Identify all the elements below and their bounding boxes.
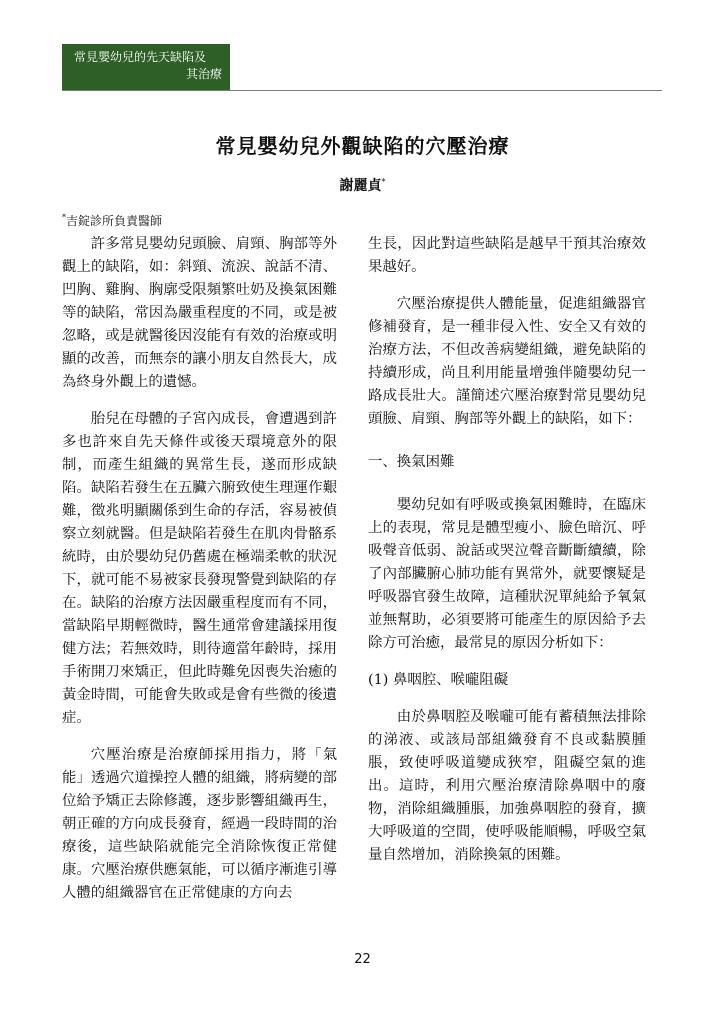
paragraph: 穴壓治療提供人體能量，促進組織器官修補發育，是一種非侵入性、安全又有效的治療方法，不但改善病變組織，避免缺陷的持續形成，尚且利用能量增強伴隨嬰幼兒一路成長壯大。謹簡述穴壓治療對常見嬰幼兒頭臉、肩頸、胸部等外觀上的缺陷，如下： [368, 296, 646, 427]
section-heading: 一、換氣困難 [368, 454, 455, 470]
affiliation-text: 吉錠診所負責醫師 [66, 214, 163, 228]
affiliation [62, 212, 162, 229]
paragraph: 許多常見嬰幼兒頭臉、肩頸、胸部等外觀上的缺陷，如：斜頸、流涙、說話不清、凹胸、雞胸、胸廓受限頻繁吐奶及換氣困難等的缺陷，常因為嚴重程度的不同，或是被忽略，或是就醫後因沒能有有效的治療或明顯的改善，而無奈的讓小朋友自然長大，成為終身外觀上的遺憾。 [62, 236, 337, 390]
subsection-heading: (1) 鼻咽腔、喉嚨阻礙 [368, 672, 509, 688]
author-name: 謝麗貞 [339, 178, 382, 194]
paragraph: 嬰幼兒如有呼吸或換氣困難時，在臨床上的表現，常見是體型瘦小、臉色暗沉、呼吸聲音低弱、說話或哭泣聲音斷斷續續，除了內部臟腑心肺功能有異常外，就要懷疑是呼吸器官發生故障，這種狀況單純給予氧氣並無幫助，必須要將可能產生的原因給予去除方可治癒，最常見的原因分析如下： [368, 497, 646, 651]
paragraph: 穴壓治療是治療師採用指力，將「氣能」透過穴道操控人體的組織，將病變的部位給予矯正去除修護，逐步影響組織再生，朝正確的方向成長發育，經過一段時間的治療後，這些缺陷就能完全消除恢復正常健康。穴壓治療供應氣能，可以循序漸進引導人體的組織器官在正常健康的方向去 [62, 747, 337, 901]
header-rule [62, 90, 662, 91]
author [0, 175, 725, 195]
paragraph: 由於鼻咽腔及喉嚨可能有蓄積無法排除的涕液、或該局部組織發育不良或黏膜腫脹，致使呼吸道變成狹窄，阻礙空氣的進出。這時，利用穴壓治療清除鼻咽中的廢物，消除組織腫脹，加強鼻咽腔的發育，擴大呼吸道的空間，使呼吸能順暢，呼吸空氣量自然增加，消除換氣的困難。 [368, 709, 646, 863]
paragraph: 胎兒在母體的子宮內成長，會遭遇到許多也許來自先天條件或後天環境意外的限制，而產生組織的異常生長，遂而形成缺陷。缺陷若發生在五臟六腑致使生理運作艱難，徵兆明顯關係到生命的存活，容易被偵察立刻就醫。但是缺陷若發生在肌肉骨骼系統時，由於嬰幼兒仍舊處在極端柔軟的狀況下，就可能不易被家長發現警覺到缺陷的存在。缺陷的治療方法因嚴重程度而有不同，當缺陷早期輕微時，醫生通常會建議採用復健方法；若無效時，則待適當年齡時，採用手術開刀來矯正，但此時難免因喪失治癒的黃金時間，可能會失敗或是會有些微的後遺症。 [62, 411, 337, 726]
paragraph: 生長，因此對這些缺陷是越早干預其治療效果越好。 [368, 236, 646, 275]
right-column [368, 233, 646, 867]
running-header-line1: 常見嬰幼兒的先天缺陷及 [74, 50, 207, 64]
author-mark: * [381, 177, 386, 187]
running-header-line2: 其治療 [185, 67, 222, 81]
affiliation-mark: * [62, 213, 66, 222]
article-title: 常見嬰幼兒外觀缺陷的穴壓治療 [215, 134, 510, 158]
running-header [62, 44, 230, 91]
left-column [62, 233, 337, 905]
page-number: 22 [354, 952, 371, 967]
